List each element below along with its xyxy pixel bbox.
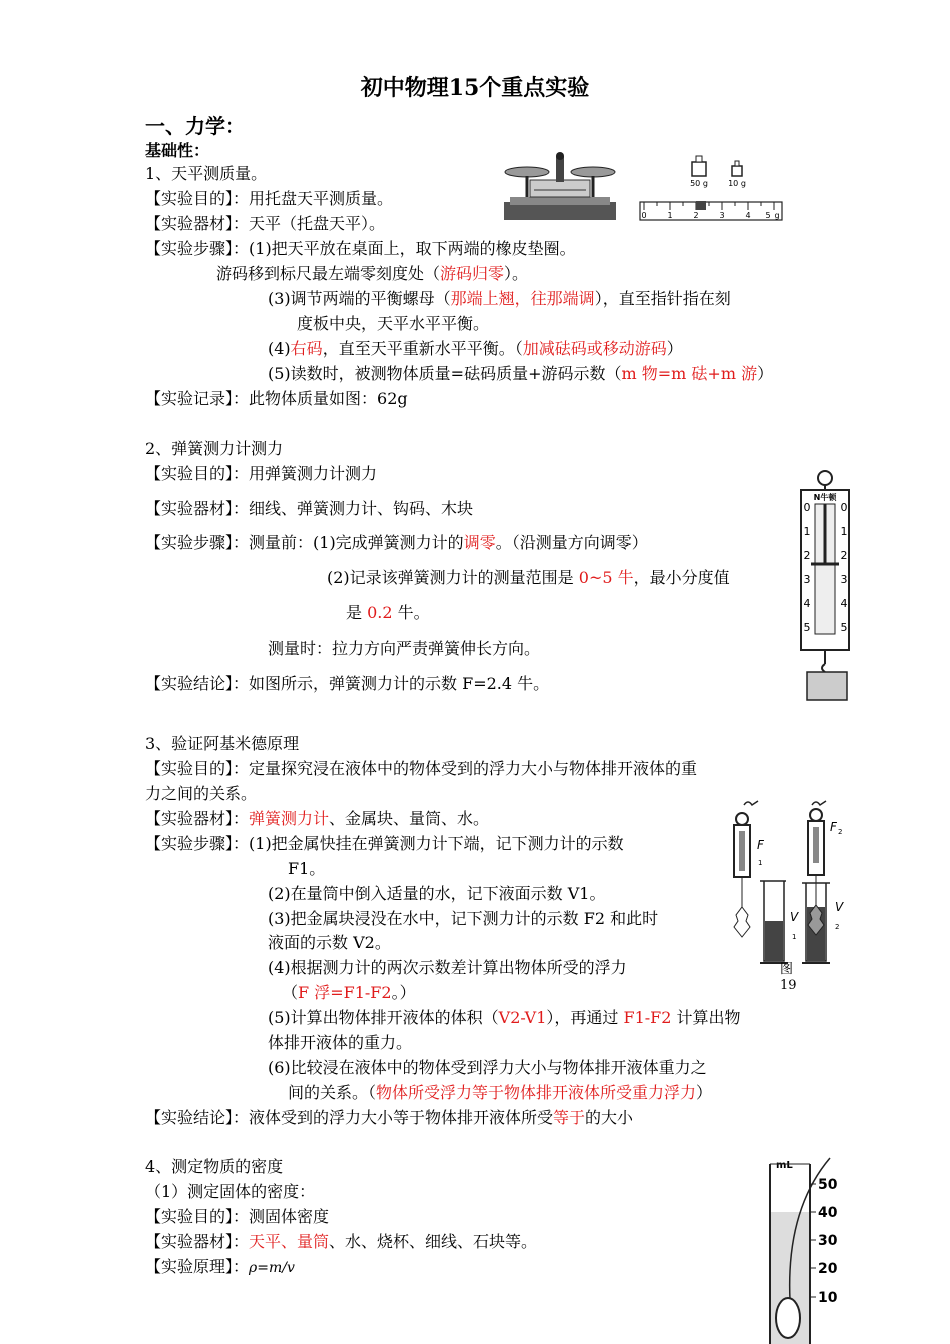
scale-mark: 2 xyxy=(840,549,848,562)
exp3-step6: (6)比较浸在液体中的物体受到浮力大小与物体排开液体重力之 xyxy=(268,1058,707,1077)
weight-50g-label: 50 g xyxy=(690,179,708,188)
exp1-aim: 【实验目的】：用托盘天平测质量。 xyxy=(145,189,394,208)
exp3-step3-cont: 液面的示数 V2。 xyxy=(268,933,391,952)
exp1-step5: (5)读数时，被测物体质量=砝码质量+游码示数（m 物=m 砝+m 游） xyxy=(268,364,774,383)
exp2-equipment: 【实验器材】：细线、弹簧测力计、钩码、木块 xyxy=(145,499,474,518)
scale-mark: 5 xyxy=(840,621,848,634)
scale-mark: 1 xyxy=(803,525,811,538)
tick-label: 0 xyxy=(641,211,647,220)
tick-label: 1 xyxy=(667,211,673,220)
exp3-conclusion: 【实验结论】：液体受到的浮力大小等于物体排开液体所受等于的大小 xyxy=(145,1108,634,1127)
scale-unit: g xyxy=(774,211,780,220)
exp3-title: 3、验证阿基米德原理 xyxy=(145,734,300,753)
cylinder-mark: 40 xyxy=(818,1205,838,1221)
exp2-conclusion: 【实验结论】：如图所示，弹簧测力计的示数 F=2.4 牛。 xyxy=(145,674,550,693)
subsection-heading: 基础性： xyxy=(145,141,210,160)
scale-mark: 4 xyxy=(840,597,848,610)
scale-mark: 5 xyxy=(803,621,811,634)
exp1-step2: 游码移到标尺最左端零刻度处（游码归零）。 xyxy=(216,264,529,283)
label-v2: V xyxy=(835,900,844,914)
cylinder-mark: 50 xyxy=(818,1177,838,1193)
exp2-step3: 测量时：拉力方向严责弹簧伸长方向。 xyxy=(268,639,541,658)
label-v1: V xyxy=(790,910,799,924)
label-f2: F xyxy=(830,820,837,834)
scale-mark: 3 xyxy=(840,573,848,586)
cylinder-unit: mL xyxy=(776,1160,793,1171)
exp3-aim-cont: 力之间的关系。 xyxy=(145,784,258,803)
exp4-title: 4、测定物质的密度 xyxy=(145,1157,284,1176)
label-f2-sub: 2 xyxy=(838,828,843,836)
exp2-step2-cont: 是 0.2 牛。 xyxy=(346,603,430,622)
exp4-principle: 【实验原理】：ρ=m/v xyxy=(145,1257,295,1276)
exp3-step6-cont: 间的关系。（物体所受浮力等于物体排开液体所受重力浮力） xyxy=(288,1083,713,1102)
tick-label: 3 xyxy=(719,211,725,220)
exp3-equipment: 【实验器材】：弹簧测力计、金属块、量筒、水。 xyxy=(145,809,490,828)
cylinder-mark: 10 xyxy=(818,1290,838,1306)
exp1-record: 【实验记录】：此物体质量如图：62g xyxy=(145,389,408,408)
cylinder-mark: 20 xyxy=(818,1261,838,1277)
exp1-step1: 【实验步骤】：(1)把天平放在桌面上，取下两端的橡皮垫圈。 xyxy=(145,239,576,258)
exp3-step1: 【实验步骤】：(1)把金属快挂在弹簧测力计下端，记下测力计的示数 xyxy=(145,834,624,853)
weights-and-scale xyxy=(636,150,786,224)
exp3-aim: 【实验目的】：定量探究浸在液体中的物体受到的浮力大小与物体排开液体的重 xyxy=(145,759,698,778)
cylinder-mark: 30 xyxy=(818,1233,838,1249)
exp3-step5: (5)计算出物体排开液体的体积（V2-V1），再通过 F1-F2 计算出物 xyxy=(268,1008,741,1027)
stone xyxy=(776,1298,800,1338)
exp1-equipment: 【实验器材】：天平（托盘天平）。 xyxy=(145,214,386,233)
page-title: 初中物理15个重点实验 xyxy=(360,75,590,101)
wood-block xyxy=(807,672,847,700)
exp4-equipment: 【实验器材】：天平、量筒、水、烧杯、细线、石块等。 xyxy=(145,1232,538,1251)
exp3-step3: (3)把金属块浸没在水中，记下测力计的示数 F2 和此时 xyxy=(268,909,659,928)
scale-mark: 0 xyxy=(803,501,811,514)
label-v1-sub: 1 xyxy=(792,933,797,941)
figure-number: 19 xyxy=(780,978,797,993)
exp1-step3: (3)调节两端的平衡螺母（那端上翘，往那端调），直至指针指在刻 xyxy=(268,289,731,308)
tick-label: 4 xyxy=(745,211,751,220)
tick-label: 5 xyxy=(765,211,771,220)
scale-mark: 3 xyxy=(803,573,811,586)
scale-mark: 2 xyxy=(803,549,811,562)
exp1-title: 1、天平测质量。 xyxy=(145,164,268,183)
figure-caption: 图 xyxy=(780,962,794,977)
exp3-step2: (2)在量筒中倒入适量的水，记下液面示数 V1。 xyxy=(268,884,606,903)
balance-illustration xyxy=(500,150,620,224)
scale-mark: 1 xyxy=(840,525,848,538)
section-heading: 一、力学： xyxy=(145,114,245,138)
exp2-title: 2、弹簧测力计测力 xyxy=(145,439,284,458)
tick-label: 2 xyxy=(693,211,699,220)
label-v2-sub: 2 xyxy=(835,923,840,931)
exp3-step1-cont: F1。 xyxy=(288,859,326,878)
scale-mark: 0 xyxy=(840,501,848,514)
label-f1-sub: 1 xyxy=(758,859,763,867)
exp4-aim: 【实验目的】：测固体密度 xyxy=(145,1207,330,1226)
rider xyxy=(696,201,706,210)
spring-scale-illustration xyxy=(795,466,860,702)
exp3-step4: (4)根据测力计的两次示数差计算出物体所受的浮力 xyxy=(268,958,627,977)
label-f1: F xyxy=(757,838,764,852)
exp4-subtitle: （1）测定固体的密度： xyxy=(145,1182,316,1201)
weight-10g-label: 10 g xyxy=(728,179,746,188)
exp2-step1: 【实验步骤】：测量前：(1)完成弹簧测力计的调零。（沿测量方向调零） xyxy=(145,533,648,552)
exp3-step4-cont: （F 浮=F1-F2。） xyxy=(282,983,416,1002)
exp1-step3-cont: 度板中央，天平水平平衡。 xyxy=(297,314,490,333)
scale-header: N牛顿 xyxy=(813,493,837,502)
exp2-step2: (2)记录该弹簧测力计的测量范围是 0~5 牛，最小分度值 xyxy=(327,568,730,587)
exp1-step4: (4)右码，直至天平重新水平平衡。（加减砝码或移动游码） xyxy=(268,339,683,358)
exp3-step5-cont: 体排开液体的重力。 xyxy=(268,1033,413,1052)
exp2-aim: 【实验目的】：用弹簧测力计测力 xyxy=(145,464,378,483)
scale-mark: 4 xyxy=(803,597,811,610)
measuring-cylinder-illustration xyxy=(760,1150,850,1344)
